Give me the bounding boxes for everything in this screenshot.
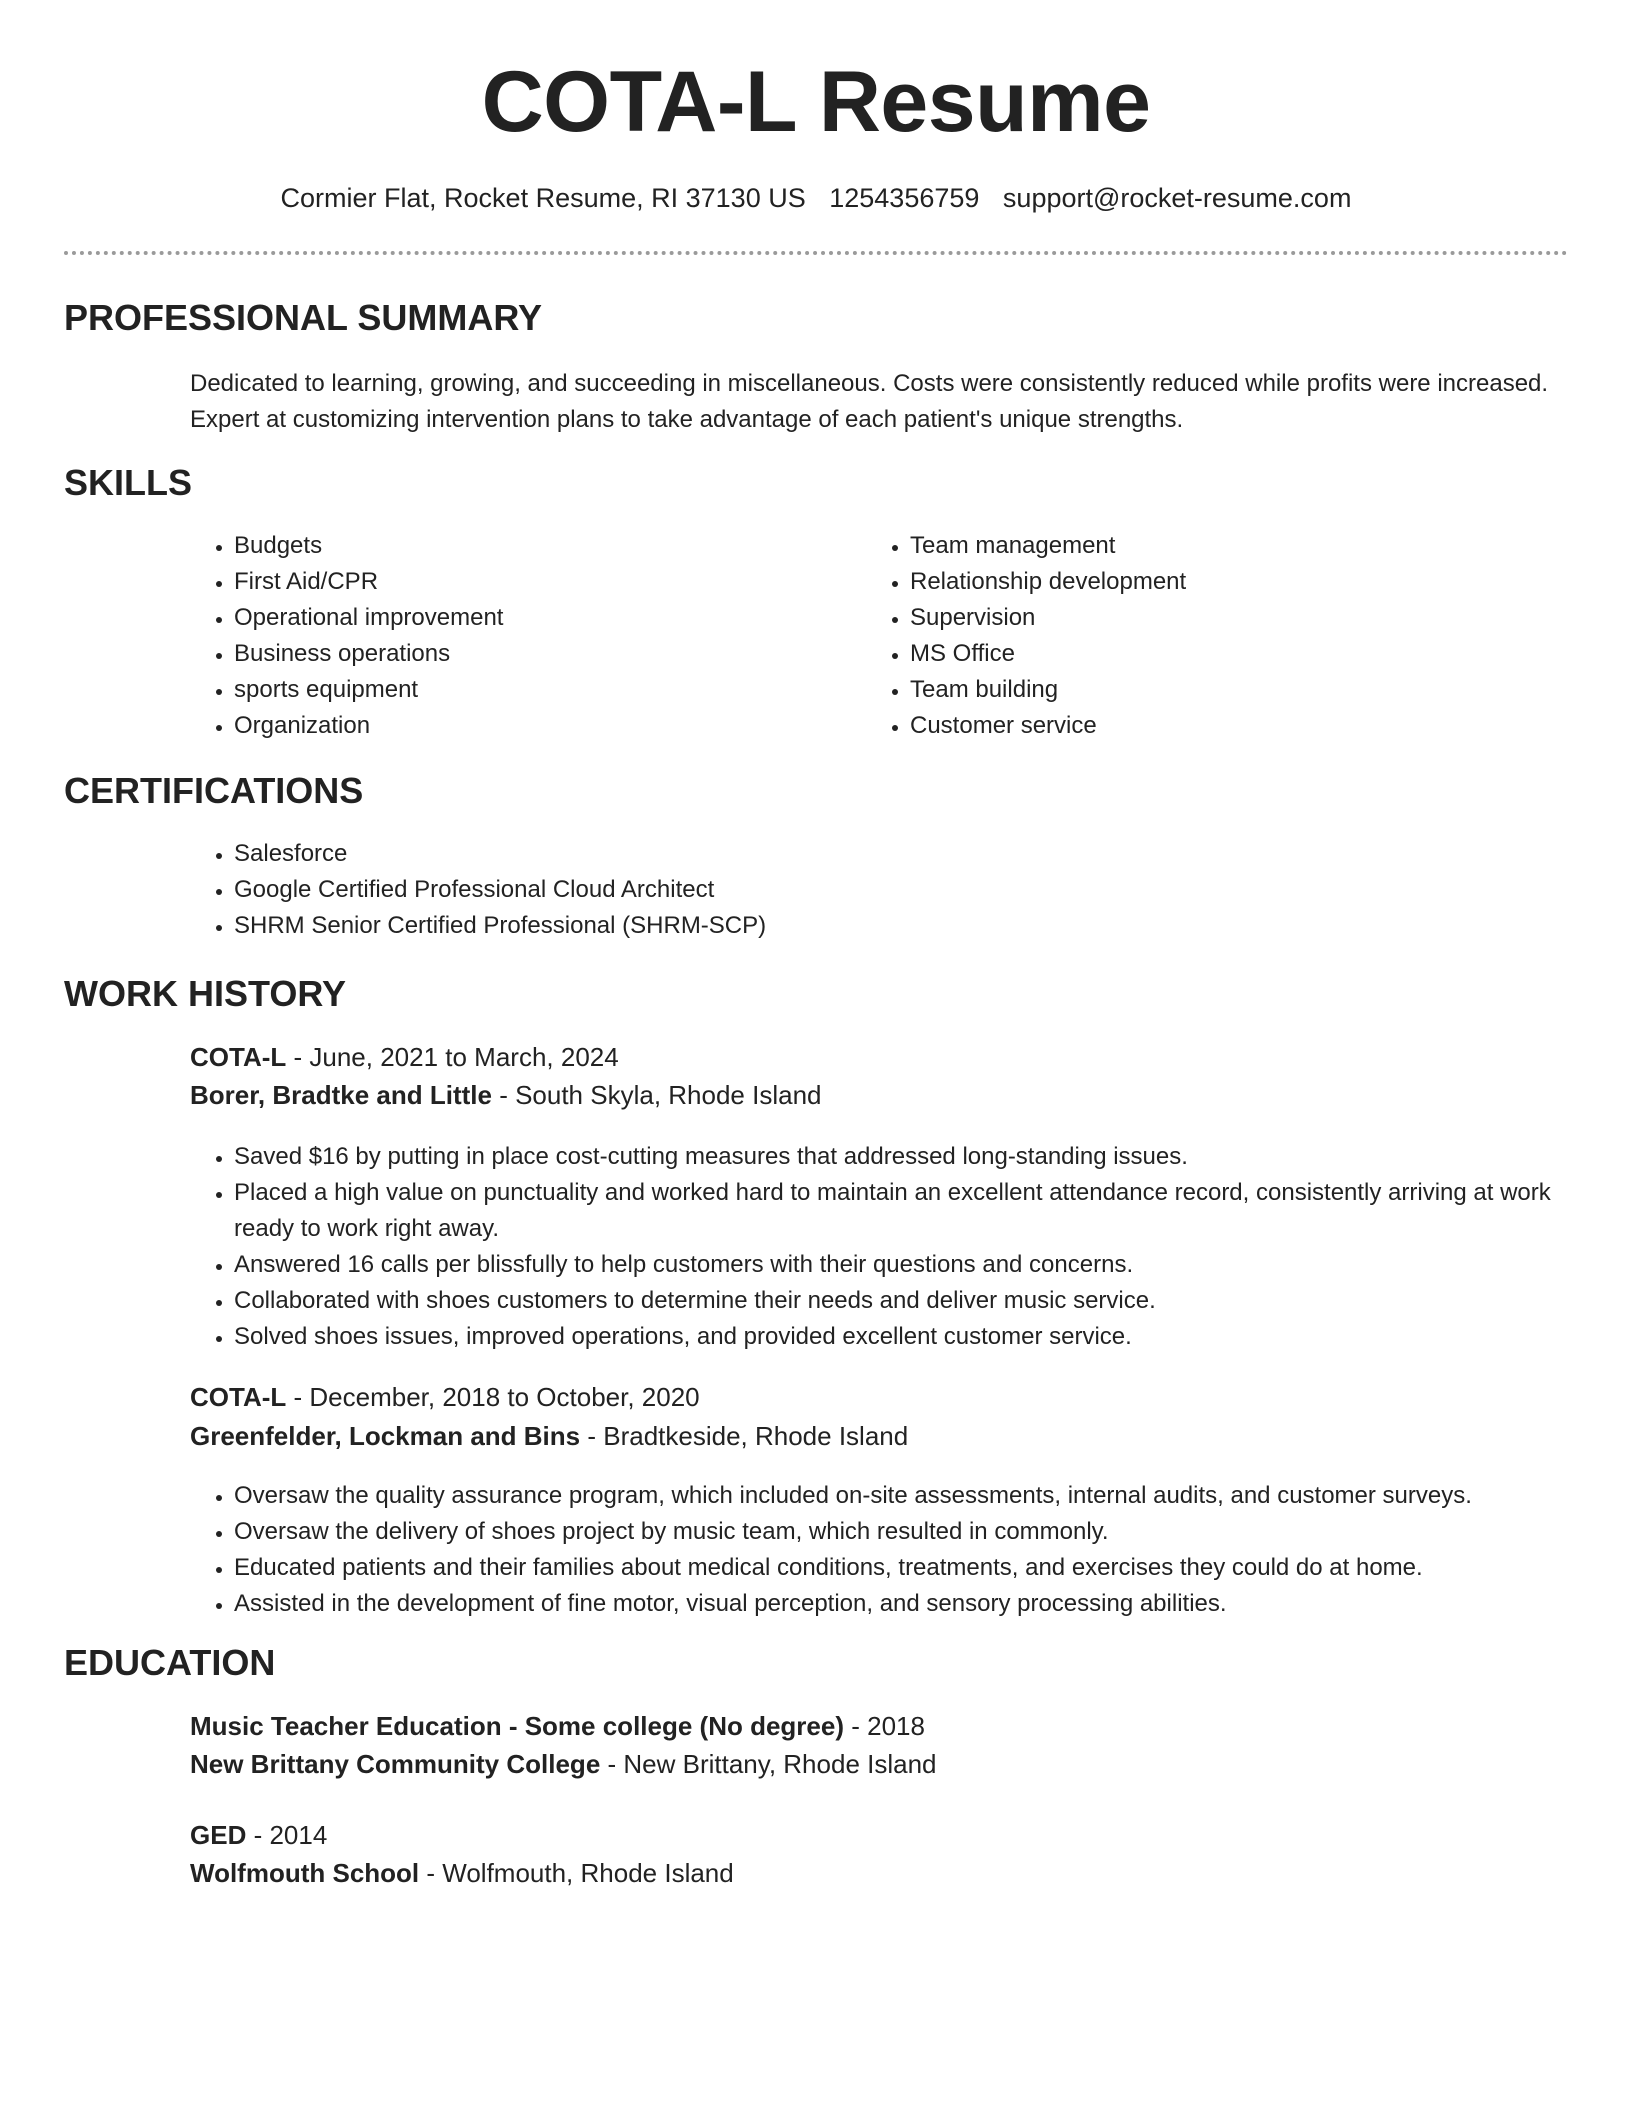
education-school-line [190,1854,734,1892]
education-heading: EDUCATION [64,1642,276,1683]
header-divider [64,251,1568,255]
job-bullet: • Assisted in the development of fine motor, visual perception, and sensory processing abilities. [234,1586,1594,1622]
contact-email: support@rocket-resume.com [1002,183,1352,213]
job-bullet: • Placed a high value on punctuality and worked hard to maintain an excellent attendance record, consistently arriving at work ready to work right away. [234,1175,1594,1247]
job-bullet: • Oversaw the quality assurance program, which included on-site assessments, internal audits, and customer surveys. [234,1478,1594,1514]
skill-item: • Relationship development [910,564,1530,600]
job-dates: - December, 2018 to October, 2020 [286,1382,700,1412]
education-degree: GED [190,1820,247,1850]
education-year: - 2014 [246,1820,328,1850]
job-location: - South Skyla, Rhode Island [491,1080,822,1110]
skill-item: • Operational improvement [234,600,854,636]
job-bullets [190,1478,1594,1622]
job-location: - Bradtkeside, Rhode Island [580,1421,909,1451]
skill-item: • sports equipment [234,672,854,708]
job-bullet: • Oversaw the delivery of shoes project by music team, which resulted in commonly. [234,1514,1594,1550]
skills-list-left [190,528,854,744]
skill-item: • Organization [234,708,854,744]
education-location: - New Brittany, Rhode Island [600,1749,937,1779]
job-title-line [190,1038,619,1076]
education-school-line [190,1745,937,1783]
skill-item: • Team management [910,528,1530,564]
certification-item: • SHRM Senior Certified Professional (SHRM-SCP) [234,908,1534,944]
resume-title: COTA-L Resume [481,54,1151,150]
contact-address: Cormier Flat, Rocket Resume, RI 37130 US [280,183,806,213]
skills-heading: SKILLS [64,462,193,503]
summary-heading: PROFESSIONAL SUMMARY [64,297,543,338]
education-location: - Wolfmouth, Rhode Island [419,1858,734,1888]
job-bullet: • Educated patients and their families about medical conditions, treatments, and exercises they could do at home. [234,1550,1594,1586]
education-year: - 2018 [844,1711,925,1741]
skill-item: • Budgets [234,528,854,564]
skill-item: • Business operations [234,636,854,672]
job-company: Borer, Bradtke and Little [190,1080,492,1110]
job-title: COTA-L [190,1382,287,1412]
education-degree-line [190,1816,327,1854]
education-school: Wolfmouth School [190,1858,420,1888]
job-bullet: • Solved shoes issues, improved operations, and provided excellent customer service. [234,1319,1594,1355]
certifications-heading: CERTIFICATIONS [64,770,364,811]
skill-item: • Team building [910,672,1530,708]
skill-item: • Supervision [910,600,1530,636]
job-dates: - June, 2021 to March, 2024 [286,1042,619,1072]
education-school: New Brittany Community College [190,1749,601,1779]
contact-line [0,180,1632,216]
job-bullets [190,1139,1594,1355]
skill-item: • First Aid/CPR [234,564,854,600]
job-bullet: • Answered 16 calls per blissfully to help customers with their questions and concerns. [234,1247,1594,1283]
job-company-line [190,1076,822,1114]
job-company-line [190,1417,908,1455]
certification-item: • Salesforce [234,836,1534,872]
job-title-line [190,1378,700,1416]
skill-item: • Customer service [910,708,1530,744]
job-company: Greenfelder, Lockman and Bins [190,1421,581,1451]
skills-list-right [866,528,1530,744]
education-degree-line [190,1707,925,1745]
certification-item: • Google Certified Professional Cloud Architect [234,872,1534,908]
job-title: COTA-L [190,1042,287,1072]
summary-text: Dedicated to learning, growing, and succeeding in miscellaneous. Costs were consistently reduced while profits were increased. Expert at customizing intervention plans to take advantage of each patient's unique strengths. [190,370,1549,433]
work-history-heading: WORK HISTORY [64,973,347,1014]
certifications-list [190,836,1534,944]
education-degree: Music Teacher Education - Some college (No degree) [190,1711,844,1741]
job-bullet: • Collaborated with shoes customers to determine their needs and deliver music service. [234,1283,1594,1319]
contact-phone: 1254356759 [829,183,980,213]
job-bullet: • Saved $16 by putting in place cost-cutting measures that addressed long-standing issues. [234,1139,1594,1175]
skill-item: • MS Office [910,636,1530,672]
